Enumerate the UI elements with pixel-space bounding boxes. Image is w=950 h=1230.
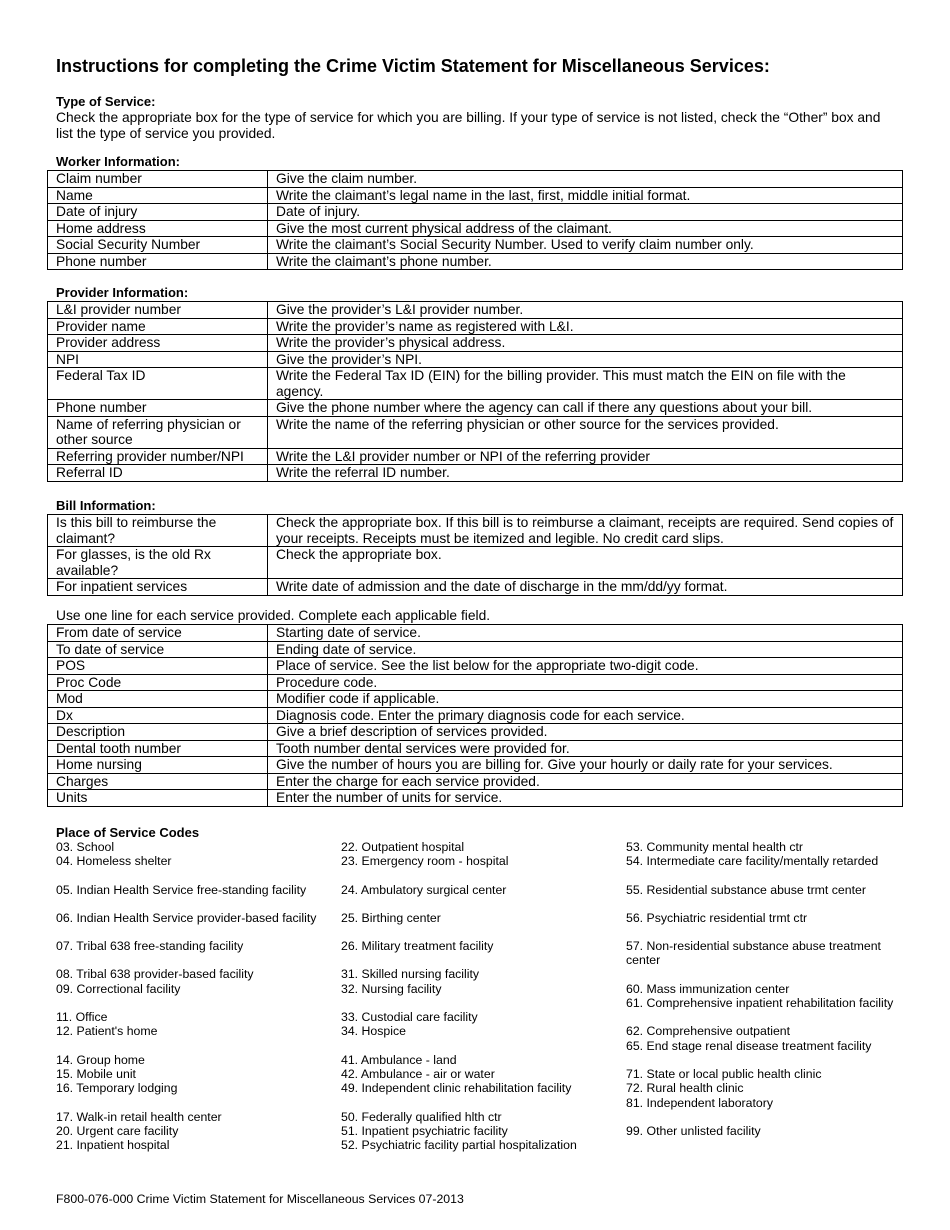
pos-code-item: 53. Community mental health ctr — [626, 840, 804, 854]
bill-info-heading: Bill Information: — [56, 498, 156, 513]
field-instruction-cell: Modifier code if applicable. — [268, 691, 903, 708]
pos-code-item: 05. Indian Health Service free-standing facility — [56, 882, 307, 897]
field-instruction-cell: Give the provider’s NPI. — [268, 351, 903, 368]
table-row — [48, 625, 903, 642]
pos-code-item: 22. Outpatient hospital — [341, 840, 465, 854]
pos-code-item: 54. Intermediate care facility/mentally retarded — [626, 854, 879, 869]
pos-code-item: 71. State or local public health clinic — [626, 1066, 822, 1081]
pos-code-item: 41. Ambulance - land — [341, 1052, 457, 1067]
provider-info-heading: Provider Information: — [56, 285, 189, 300]
field-name-cell: Provider address — [48, 335, 268, 352]
field-name-cell: Dx — [48, 707, 268, 724]
pos-code-item: 03. School — [56, 840, 115, 854]
pos-code-item: 07. Tribal 638 free-standing facility — [56, 939, 244, 954]
field-name-cell: Dental tooth number — [48, 740, 268, 757]
field-name-cell: Phone number — [48, 253, 268, 270]
table-row — [48, 691, 903, 708]
field-name-cell: NPI — [48, 351, 268, 368]
table-row — [48, 400, 903, 417]
worker-info-table — [47, 170, 903, 270]
table-row — [48, 416, 903, 448]
field-name-cell: Units — [48, 790, 268, 807]
pos-code-item: 26. Military treatment facility — [341, 939, 494, 954]
field-instruction-cell: Write the name of the referring physician or other source for the services provided. — [268, 416, 903, 448]
field-name-cell: Charges — [48, 773, 268, 790]
pos-code-item: 21. Inpatient hospital — [56, 1138, 170, 1153]
table-row — [48, 351, 903, 368]
type-of-service-text: Check the appropriate box for the type of service for which you are billing. If your type of service is not listed, check the “Other” box and list the type of service you provided. — [56, 110, 881, 141]
pos-code-item: 62. Comprehensive outpatient — [626, 1024, 791, 1039]
table-row — [48, 641, 903, 658]
pos-code-item: 04. Homeless shelter — [56, 854, 172, 869]
field-name-cell: Referring provider number/NPI — [48, 448, 268, 465]
field-instruction-cell: Write the claimant’s legal name in the last, first, middle initial format. — [268, 187, 903, 204]
pos-codes-column-1 — [56, 840, 336, 1152]
type-of-service-heading: Type of Service: — [56, 94, 156, 109]
pos-code-item: 99. Other unlisted facility — [626, 1123, 761, 1138]
pos-code-item: 57. Non-residential substance abuse treatment center — [626, 939, 881, 968]
field-name-cell: Name — [48, 187, 268, 204]
table-row — [48, 187, 903, 204]
field-instruction-cell: Give a brief description of services provided. — [268, 724, 903, 741]
form-footer: F800-076-000 Crime Victim Statement for Miscellaneous Services 07-2013 — [56, 1192, 464, 1206]
table-row — [48, 302, 903, 319]
pos-code-item: 23. Emergency room - hospital — [341, 854, 509, 869]
pos-code-item: 49. Independent clinic rehabilitation facility — [341, 1081, 572, 1096]
table-row — [48, 773, 903, 790]
field-name-cell: Name of referring physician or other source — [48, 416, 268, 448]
pos-code-item: 17. Walk-in retail health center — [56, 1109, 222, 1124]
field-instruction-cell: Write the claimant’s Social Security Number. Used to verify claim number only. — [268, 237, 903, 254]
pos-code-item: 33. Custodial care facility — [341, 1010, 478, 1025]
table-row — [48, 674, 903, 691]
pos-code-item: 24. Ambulatory surgical center — [341, 882, 507, 897]
table-row — [48, 757, 903, 774]
bill-info-table — [47, 514, 903, 596]
service-lines-table — [47, 624, 903, 807]
field-instruction-cell: Procedure code. — [268, 674, 903, 691]
field-instruction-cell: Ending date of service. — [268, 641, 903, 658]
table-row — [48, 740, 903, 757]
field-instruction-cell: Give the most current physical address of the claimant. — [268, 220, 903, 237]
field-instruction-cell: Write the provider’s name as registered with L&I. — [268, 318, 903, 335]
table-row — [48, 237, 903, 254]
field-instruction-cell: Give the phone number where the agency can call if there any questions about your bill. — [268, 400, 903, 417]
pos-codes-column-3 — [626, 840, 896, 1138]
field-instruction-cell: Diagnosis code. Enter the primary diagnosis code for each service. — [268, 707, 903, 724]
field-instruction-cell: Give the number of hours you are billing for. Give your hourly or daily rate for your services. — [268, 757, 903, 774]
pos-code-item: 52. Psychiatric facility partial hospitalization — [341, 1138, 577, 1153]
table-row — [48, 658, 903, 675]
field-name-cell: Mod — [48, 691, 268, 708]
pos-code-item: 31. Skilled nursing facility — [341, 967, 480, 982]
table-row — [48, 204, 903, 221]
field-name-cell: Date of injury — [48, 204, 268, 221]
field-name-cell: Home address — [48, 220, 268, 237]
table-row — [48, 318, 903, 335]
pos-code-item: 12. Patient's home — [56, 1024, 158, 1039]
field-name-cell: From date of service — [48, 625, 268, 642]
table-row — [48, 724, 903, 741]
pos-code-item: 25. Birthing center — [341, 910, 441, 925]
field-name-cell: Claim number — [48, 171, 268, 188]
pos-code-item: 72. Rural health clinic — [626, 1081, 744, 1096]
pos-code-item: 42. Ambulance - air or water — [341, 1066, 495, 1081]
pos-code-item: 34. Hospice — [341, 1024, 406, 1039]
table-row — [48, 579, 903, 596]
field-name-cell: Provider name — [48, 318, 268, 335]
field-instruction-cell: Write the L&I provider number or NPI of the referring provider — [268, 448, 903, 465]
field-name-cell: Description — [48, 724, 268, 741]
field-instruction-cell: Write the provider’s physical address. — [268, 335, 903, 352]
table-row — [48, 707, 903, 724]
pos-code-item: 06. Indian Health Service provider-based facility — [56, 910, 317, 925]
field-name-cell: For inpatient services — [48, 579, 268, 596]
pos-code-item: 81. Independent laboratory — [626, 1095, 773, 1110]
pos-code-item: 15. Mobile unit — [56, 1066, 136, 1081]
pos-code-item: 60. Mass immunization center — [626, 981, 790, 996]
table-row — [48, 448, 903, 465]
service-lines-intro: Use one line for each service provided. Complete each applicable field. — [56, 608, 491, 623]
field-instruction-cell: Write date of admission and the date of discharge in the mm/dd/yy format. — [268, 579, 903, 596]
table-row — [48, 335, 903, 352]
field-name-cell: Social Security Number — [48, 237, 268, 254]
field-instruction-cell: Give the provider’s L&I provider number. — [268, 302, 903, 319]
pos-code-item: 55. Residential substance abuse trmt center — [626, 882, 866, 897]
field-instruction-cell: Place of service. See the list below for the appropriate two-digit code. — [268, 658, 903, 675]
field-name-cell: Referral ID — [48, 465, 268, 482]
field-instruction-cell: Date of injury. — [268, 204, 903, 221]
pos-code-item: 09. Correctional facility — [56, 981, 181, 996]
field-instruction-cell: Write the Federal Tax ID (EIN) for the billing provider. This must match the EIN on file with the agency. — [268, 368, 903, 400]
field-instruction-cell: Check the appropriate box. — [268, 547, 903, 579]
field-instruction-cell: Give the claim number. — [268, 171, 903, 188]
field-instruction-cell: Write the referral ID number. — [268, 465, 903, 482]
pos-code-item: 08. Tribal 638 provider-based facility — [56, 967, 254, 982]
field-name-cell: Phone number — [48, 400, 268, 417]
pos-code-item: 56. Psychiatric residential trmt ctr — [626, 910, 808, 925]
pos-code-item: 11. Office — [56, 1010, 108, 1025]
table-row — [48, 220, 903, 237]
field-name-cell: Home nursing — [48, 757, 268, 774]
table-row — [48, 465, 903, 482]
field-instruction-cell: Check the appropriate box. If this bill is to reimburse a claimant, receipts are required. Send copies of your receipts. Receipts must be itemized and legible. No credit card slips. — [268, 515, 903, 547]
provider-info-table — [47, 301, 903, 482]
pos-codes-column-2 — [341, 840, 621, 1152]
field-instruction-cell: Starting date of service. — [268, 625, 903, 642]
pos-codes-heading: Place of Service Codes — [56, 825, 200, 840]
worker-info-heading: Worker Information: — [56, 154, 180, 169]
field-instruction-cell: Tooth number dental services were provided for. — [268, 740, 903, 757]
field-name-cell: L&I provider number — [48, 302, 268, 319]
field-instruction-cell: Enter the charge for each service provided. — [268, 773, 903, 790]
field-name-cell: POS — [48, 658, 268, 675]
pos-code-item: 14. Group home — [56, 1052, 145, 1067]
field-instruction-cell: Enter the number of units for service. — [268, 790, 903, 807]
table-row — [48, 790, 903, 807]
table-row — [48, 171, 903, 188]
field-instruction-cell: Write the claimant’s phone number. — [268, 253, 903, 270]
field-name-cell: Federal Tax ID — [48, 368, 268, 400]
pos-code-item: 61. Comprehensive inpatient rehabilitation facility — [626, 996, 894, 1011]
table-row — [48, 253, 903, 270]
field-name-cell: For glasses, is the old Rx available? — [48, 547, 268, 579]
field-name-cell: To date of service — [48, 641, 268, 658]
pos-code-item: 20. Urgent care facility — [56, 1123, 179, 1138]
field-name-cell: Proc Code — [48, 674, 268, 691]
table-row — [48, 547, 903, 579]
pos-code-item: 50. Federally qualified hlth ctr — [341, 1109, 502, 1124]
pos-code-item: 51. Inpatient psychiatric facility — [341, 1123, 508, 1138]
table-row — [48, 368, 903, 400]
pos-code-item: 16. Temporary lodging — [56, 1081, 178, 1096]
table-row — [48, 515, 903, 547]
page-title: Instructions for completing the Crime Victim Statement for Miscellaneous Services: — [56, 56, 770, 76]
pos-code-item: 32. Nursing facility — [341, 981, 442, 996]
field-name-cell: Is this bill to reimburse the claimant? — [48, 515, 268, 547]
pos-code-item: 65. End stage renal disease treatment facility — [626, 1038, 872, 1053]
